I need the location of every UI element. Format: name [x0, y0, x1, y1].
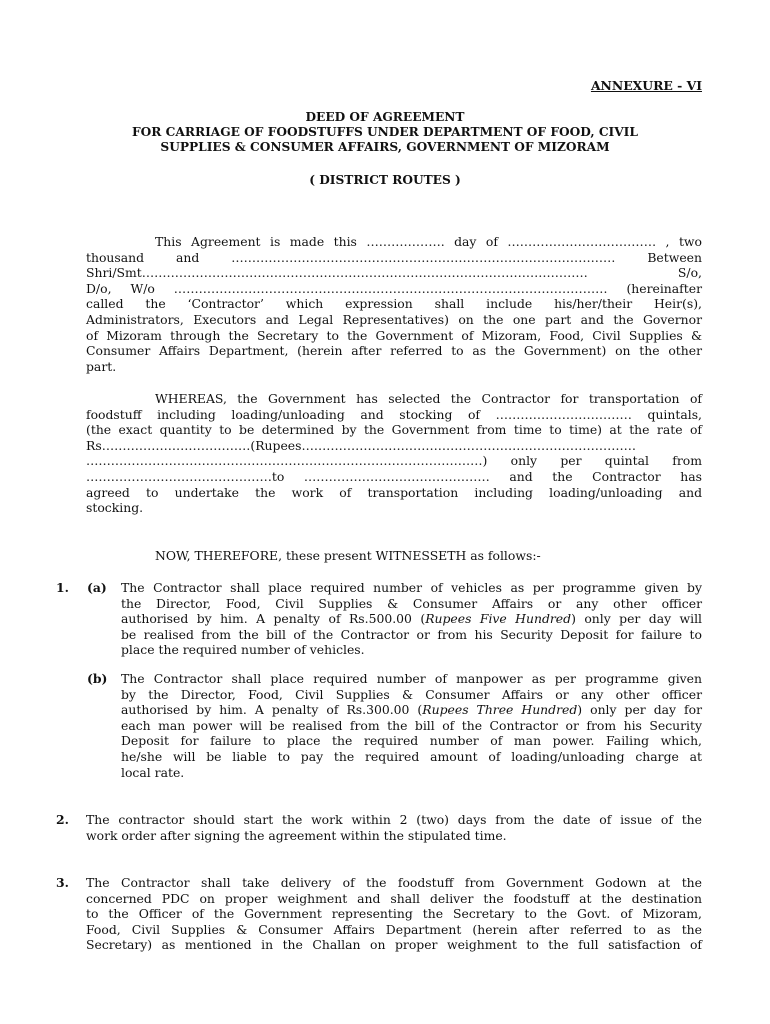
clause-2-body — [86, 812, 702, 843]
subclause-label: (b) — [87, 671, 108, 686]
text-line: part. — [86, 358, 117, 374]
clause-1a-body — [121, 580, 702, 658]
witnesseth-line — [86, 548, 702, 564]
italic-amount: Rupees Five Hundred — [425, 611, 572, 627]
intro-paragraph — [86, 234, 702, 374]
annexure-label: ANNEXURE - VI — [590, 78, 702, 93]
text-line: the Director, Food, Civil Supplies & Consumer Affairs or any other officer — [121, 595, 702, 611]
text-line: local rate. — [121, 764, 185, 780]
text-line: This Agreement is made this ………………. day of ……………………………… , two — [155, 234, 702, 249]
text-line: foodstuff including loading/unloading and stocking of …………………………… quintals, — [86, 406, 702, 422]
text-line: he/she will be liable to pay the required amount of loading/unloading charge at — [121, 748, 702, 764]
text-line: NOW, THEREFORE, these present WITNESSETH as follows:- — [155, 548, 541, 563]
text-line: of Mizoram through the Secretary to the Government of Mizoram, Food, Civil Supplies & — [86, 327, 702, 343]
title-line-3: SUPPLIES & CONSUMER AFFAIRS, GOVERNMENT OF MIZORAM — [160, 140, 610, 154]
text-line: (the exact quantity to be determined by the Government from time to time) at the rate of — [86, 422, 702, 438]
clause-number: 2. — [56, 812, 69, 827]
text-line: Food, Civil Supplies & Consumer Affairs Department (herein after referred to as the — [86, 921, 702, 937]
subclause-label: (a) — [87, 580, 107, 595]
clause-1b-body — [121, 671, 702, 780]
routes-heading: ( DISTRICT ROUTES ) — [309, 173, 461, 187]
text-line: be realised from the bill of the Contractor or from his Security Deposit for failure to — [121, 626, 702, 642]
italic-amount: Rupees Three Hundred — [422, 702, 578, 718]
text-line: stocking. — [86, 500, 144, 516]
whereas-paragraph — [86, 391, 702, 516]
title-line-1: DEED OF AGREEMENT — [305, 110, 465, 124]
text-line: to the Officer of the Government representing the Secretary to the Govt. of Mizoram, — [86, 906, 702, 922]
text-line: concerned PDC on proper weighment and shall deliver the foodstuff at the destination — [86, 890, 702, 906]
text-line: Shri/Smt……………………………………………………………………………………………… S/o, — [86, 265, 702, 281]
text-line: called the ‘Contractor’ which expression shall include his/her/their Heir(s), — [86, 296, 702, 312]
text-line: thousand and ………………………………………………………………………………… Between — [86, 249, 702, 265]
text-line: Deposit for failure to place the required number of man power. Failing which, — [121, 733, 702, 749]
text-line: Secretary) as mentioned in the Challan on proper weighment to the full satisfaction of — [86, 937, 702, 953]
text-line: authorised by him. A penalty of Rs.500.00 (Rupees Five Hundred) only per day will — [121, 611, 702, 627]
deed-title — [60, 110, 710, 155]
text-line: The Contractor shall place required number of manpower as per programme given — [121, 671, 702, 686]
text-line: Consumer Affairs Department, (herein after referred to as the Government) on the other — [86, 343, 702, 359]
text-line: WHEREAS, the Government has selected the Contractor for transportation of — [155, 391, 702, 406]
text-line: ……………………………………………………………………………………) only per quintal from — [86, 453, 702, 469]
text-line: The Contractor shall take delivery of the foodstuff from Government Godown at the — [86, 875, 702, 890]
text-line: Rs………………………………(Rupees……………………………………………………………………… — [86, 437, 637, 453]
text-line: The Contractor shall place required number of vehicles as per programme given by — [121, 580, 702, 595]
clause-3-body — [86, 875, 702, 953]
text-line: authorised by him. A penalty of Rs.300.00 (Rupees Three Hundred) only per day for — [121, 702, 703, 718]
clause-number: 3. — [56, 875, 69, 890]
clause-number: 1. — [56, 580, 69, 595]
text-line: The contractor should start the work within 2 (two) days from the date of issue of the — [86, 812, 702, 827]
text-line: agreed to undertake the work of transportation including loading/unloading and — [86, 484, 702, 500]
title-line-2: FOR CARRIAGE OF FOODSTUFFS UNDER DEPARTMENT OF FOOD, CIVIL — [132, 125, 638, 139]
text-line: by the Director, Food, Civil Supplies & Consumer Affairs or any other officer — [121, 686, 702, 702]
text-line: Administrators, Executors and Legal Representatives) on the one part and the Governor — [86, 311, 702, 327]
text-line: D/o, W/o …………………………………………………………………………………………… (hereinafter — [86, 280, 702, 296]
text-line: work order after signing the agreement within the stipulated time. — [86, 827, 507, 843]
text-line: each man power will be realised from the bill of the Contractor or from his Security — [121, 717, 702, 733]
text-line: place the required number of vehicles. — [121, 642, 365, 658]
text-line: ………………………………………to ……………………………………… and the Contractor has — [86, 468, 702, 484]
